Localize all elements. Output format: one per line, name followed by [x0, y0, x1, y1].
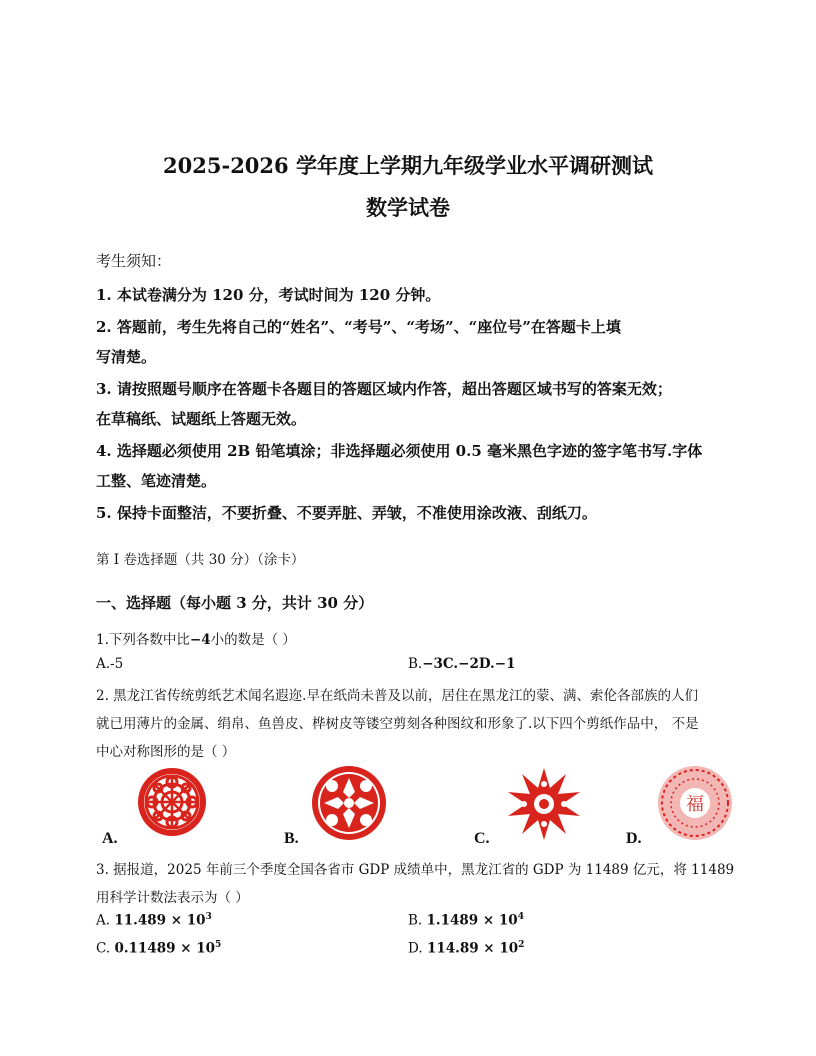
notice-heading: 考生须知： — [96, 252, 172, 270]
question-3-line-1: 3. 据报道，2025 年前三个季度全国各省市 GDP 成绩单中，黑龙江省的 GDP 为 11489 亿元，将 11489 — [96, 862, 735, 878]
notice-item-4b: 工整、笔迹清楚。 — [96, 472, 217, 490]
papercut-label-d: D. — [626, 830, 642, 847]
notice-item-3a: 3. 请按照题号顺序在答题卡各题目的答题区域内作答，超出答题区域书写的答案无效； — [96, 380, 672, 398]
papercut-label-b: B. — [284, 830, 299, 847]
notice-item-2b: 写清楚。 — [96, 348, 157, 366]
notice-item-2a: 2. 答题前，考生先将自己的“姓名”、“考号”、“考场”、“座位号”在答题卡上填 — [96, 318, 621, 336]
papercut-d-image — [656, 764, 734, 842]
question-2-line-2: 就已用薄片的金属、绢帛、鱼兽皮、桦树皮等镂空剪刻各种图纹和形象了.以下四个剪纸作品中， 不是 — [96, 716, 699, 732]
part-one-header: 第 I 卷选择题（共 30 分）（涂卡） — [96, 552, 305, 568]
question-1-stem: 1.下列各数中比−4小的数是（ ） — [96, 632, 296, 648]
notice-item-5: 5. 保持卡面整洁，不要折叠、不要弄脏、弄皱，不准使用涂改液、刮纸刀。 — [96, 504, 597, 522]
notice-item-4a: 4. 选择题必须使用 2B 铅笔填涂；非选择题必须使用 0.5 毫米黑色字迹的签字笔书写.字体 — [96, 442, 703, 460]
papercut-a-image — [134, 764, 210, 840]
question-3-option-b: B. $1.1489 \times 10^4$ — [408, 912, 524, 929]
question-2-line-1: 2. 黑龙江省传统剪纸艺术闻名遐迩.早在纸尚未普及以前，居住在黑龙江的蒙、满、索伦各部族的人们 — [96, 688, 698, 704]
question-1-option-a: A.-5 — [96, 656, 124, 672]
question-2-line-3: 中心对称图形的是（ ） — [96, 744, 236, 760]
exam-subtitle: 数学试卷 — [366, 195, 450, 220]
notice-item-1: 1. 本试卷满分为 120 分，考试时间为 120 分钟。 — [96, 286, 441, 304]
notice-item-3b: 在草稿纸、试题纸上答题无效。 — [96, 410, 307, 428]
question-3-line-2: 用科学计数法表示为（ ） — [96, 890, 249, 906]
exam-title: 2025-2026 学年度上学期九年级学业水平调研测试 — [163, 153, 653, 178]
papercut-b-image — [310, 764, 388, 842]
fu-character: 福 — [686, 794, 704, 815]
question-3-option-d: D. $114.89 \times 10^2$ — [408, 940, 525, 957]
papercut-c-image — [506, 766, 582, 842]
papercut-label-a: A. — [102, 830, 118, 847]
question-3-option-a: A. $11.489 \times 10^3$ — [96, 912, 212, 929]
question-3-option-c: C. $0.11489 \times 10^5$ — [96, 940, 222, 957]
papercut-label-c: C. — [474, 830, 490, 847]
question-1-option-b: B.−3C.−2D.−1 — [408, 656, 516, 672]
section-heading: 一、选择题（每小题 3 分，共计 30 分） — [96, 594, 374, 612]
